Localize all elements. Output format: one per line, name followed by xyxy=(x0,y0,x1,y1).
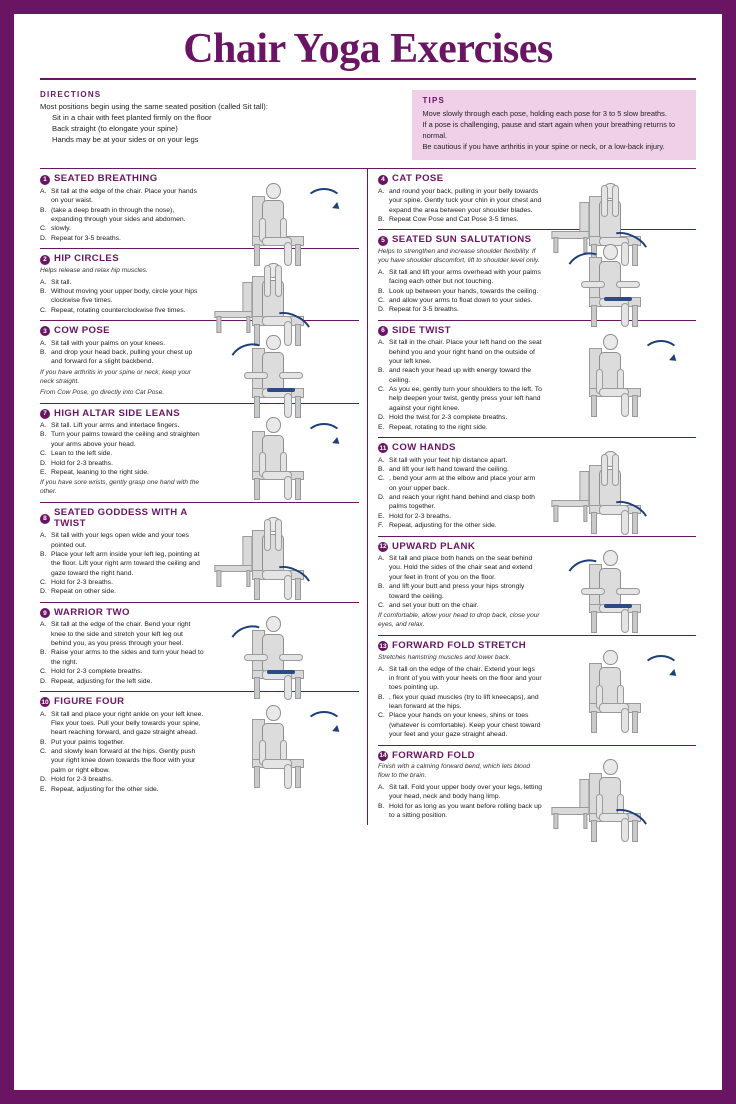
exercise-card xyxy=(40,603,359,692)
step-label: C. xyxy=(378,296,385,304)
step-label: D. xyxy=(40,234,47,242)
step-label: A. xyxy=(378,456,385,464)
step-text: Hold the twist for 2-3 complete breaths. xyxy=(389,414,508,422)
exercise-text xyxy=(40,608,209,686)
step-label: A. xyxy=(40,621,47,629)
chair-illustration xyxy=(550,779,591,828)
exercise-step xyxy=(378,493,542,512)
exercise-step xyxy=(40,430,205,449)
exercise-text xyxy=(40,174,209,243)
step-label: E. xyxy=(40,468,47,476)
step-label: C. xyxy=(40,306,47,314)
directions-bullet: Back straight (to elongate your spine) xyxy=(52,124,178,133)
exercise-illustration xyxy=(546,235,696,314)
step-text: Repeat for 3-5 breaths. xyxy=(51,234,121,242)
step-label: C. xyxy=(378,601,385,609)
exercise-step xyxy=(378,423,542,432)
exercise-step xyxy=(40,234,205,243)
exercise-heading xyxy=(40,409,205,420)
exercise-illustration xyxy=(546,443,696,531)
step-label: B. xyxy=(40,550,47,558)
exercise-step xyxy=(378,338,542,366)
step-text: Without moving your upper body, circle your hips clockwise five times. xyxy=(51,288,198,305)
exercise-number-badge: 10 xyxy=(41,698,49,706)
step-text: , bend your arm at the elbow and place your arm on your upper back. xyxy=(389,475,536,492)
step-label: C. xyxy=(378,475,385,483)
exercise-name: WARRIOR TWO xyxy=(54,606,130,618)
step-text: Repeat, rotating counterclockwise five times. xyxy=(51,306,186,314)
exercise-step xyxy=(40,339,205,348)
step-label: B. xyxy=(378,693,385,701)
tip-line: Move slowly through each pose, holding each pose for 3 to 5 slow breaths. xyxy=(422,109,667,118)
exercise-number-badge: 11 xyxy=(379,444,387,452)
step-label: A. xyxy=(40,278,47,286)
step-label: C. xyxy=(40,668,47,676)
step-label: A. xyxy=(378,268,385,276)
resistance-band xyxy=(267,388,295,392)
step-text: Repeat, leaning to the right side. xyxy=(51,468,149,476)
step-label: B. xyxy=(378,216,385,224)
exercise-heading xyxy=(40,326,205,337)
exercise-heading xyxy=(378,443,542,454)
exercise-heading xyxy=(40,697,205,708)
title-divider xyxy=(40,78,696,80)
step-label: B. xyxy=(40,288,47,296)
exercise-heading xyxy=(378,751,542,762)
step-text: Sit tall with your palms on your knees. xyxy=(51,339,166,347)
step-label: C. xyxy=(40,748,47,756)
exercise-text xyxy=(378,326,546,432)
right-column xyxy=(368,169,696,825)
exercise-name: SEATED SUN SALUTATIONS xyxy=(392,234,532,246)
exercise-heading xyxy=(378,542,542,553)
exercise-step xyxy=(40,550,205,578)
exercise-step xyxy=(40,278,205,287)
step-label: B. xyxy=(378,802,385,810)
step-label: B. xyxy=(40,431,47,439)
exercise-number-badge: 1 xyxy=(40,175,50,185)
step-label: A. xyxy=(378,555,385,563)
step-text: Hold for 2-3 breaths. xyxy=(389,512,451,520)
step-text: Sit tall and lift your arms overhead with your palms facing each other but not touching. xyxy=(389,268,541,286)
step-label: D. xyxy=(378,494,385,502)
step-text: and lift your butt and press your hips strongly toward the ceiling. xyxy=(389,583,525,600)
exercise-name: FORWARD FOLD STRETCH xyxy=(392,640,527,652)
step-label: D. xyxy=(40,459,47,467)
exercise-step xyxy=(378,665,542,693)
step-text: Repeat for 3-5 breaths. xyxy=(389,306,459,314)
step-text: Sit tall at the edge of the chair. Place your hands on your waist. xyxy=(51,187,197,205)
exercise-number-badge: 13 xyxy=(379,642,387,650)
step-label: A. xyxy=(40,339,47,347)
step-text: and allow your arms to float down to your sides. xyxy=(389,296,533,304)
exercise-step xyxy=(378,456,542,465)
step-text: and set your butt on the chair. xyxy=(389,601,479,609)
exercise-name: HIGH ALTAR SIDE LEANS xyxy=(54,407,181,419)
step-text: Turn your palms toward the ceiling and straighten your arms above your head. xyxy=(51,431,200,448)
exercise-step xyxy=(378,512,542,521)
exercise-step xyxy=(40,348,205,367)
step-label: D. xyxy=(40,776,47,784)
exercise-name: SEATED BREATHING xyxy=(54,173,158,185)
exercise-step xyxy=(378,711,542,739)
step-text: (take a deep breath in through the nose), expanding through your sides and abdomen. xyxy=(51,206,186,224)
step-label: A. xyxy=(378,339,385,347)
resistance-band xyxy=(267,670,295,674)
exercise-card xyxy=(378,537,696,637)
exercise-tail-note: If you have arthritis in your spine or neck, keep your neck straight. xyxy=(40,368,191,385)
step-label: B. xyxy=(378,465,385,473)
step-text: As you ee, gently turn your shoulders to the left. To help deepen your twist, gently press your left hand against your right knee. xyxy=(389,386,542,412)
directions-bullet: Hands may be at your sides or on your legs xyxy=(52,135,199,144)
exercise-step xyxy=(378,385,542,413)
step-label: A. xyxy=(378,187,385,195)
exercise-step xyxy=(378,474,542,493)
step-label: D. xyxy=(40,588,47,596)
exercise-step xyxy=(40,775,205,784)
exercise-step xyxy=(40,620,205,648)
step-text: and lift your left hand toward the ceiling. xyxy=(389,465,509,473)
step-text: Raise your arms to the sides and turn your head to the right. xyxy=(51,649,204,666)
exercise-step xyxy=(40,587,205,596)
directions-bullet: Sit in a chair with feet planted firmly on the floor xyxy=(52,113,212,122)
exercise-step xyxy=(378,366,542,385)
step-label: B. xyxy=(40,738,47,746)
step-text: Sit tall. xyxy=(51,278,72,286)
step-label: A. xyxy=(378,665,385,673)
exercise-text xyxy=(40,697,209,794)
step-text: Sit tall on the edge of the chair. Extend your legs in front of you with your heels on the floor and your toes pointing up. xyxy=(389,665,542,692)
exercise-step xyxy=(40,710,205,738)
exercise-step xyxy=(40,738,205,747)
exercise-name: CAT POSE xyxy=(392,173,444,185)
exercise-name: FORWARD FOLD xyxy=(392,749,475,761)
step-label: E. xyxy=(378,512,385,520)
step-label: F. xyxy=(378,522,384,530)
exercise-heading xyxy=(40,254,205,265)
exercise-text xyxy=(40,326,209,397)
exercise-name: COW HANDS xyxy=(392,441,456,453)
step-text: Repeat, adjusting for the other side. xyxy=(51,785,159,793)
exercise-card xyxy=(378,230,696,320)
step-text: , flex your quad muscles (try to lift kneecaps), and lean forward at the hips. xyxy=(389,693,539,711)
resistance-band xyxy=(604,297,632,301)
step-label: E. xyxy=(40,785,47,793)
step-text: Repeat Cow Pose and Cat Pose 3-5 times. xyxy=(389,216,519,224)
exercise-text xyxy=(378,174,546,224)
exercise-illustration xyxy=(209,697,359,794)
exercise-heading xyxy=(40,608,205,619)
exercise-heading xyxy=(40,508,205,529)
exercise-note: Helps to strengthen and increase shoulder flexibility. If you have shoulder discomfort, lift to shoulder level only. xyxy=(378,248,540,264)
exercise-step xyxy=(40,531,205,550)
step-label: B. xyxy=(40,349,47,357)
exercise-note: Helps release and relax hip muscles. xyxy=(40,266,148,274)
tips-label: TIPS xyxy=(422,96,446,105)
exercise-step xyxy=(378,187,542,215)
step-text: Sit tall. Fold your upper body over your legs, letting your head, neck and body hang limp. xyxy=(389,783,543,801)
chair-illustration xyxy=(550,471,591,520)
exercise-columns xyxy=(40,168,696,825)
exercise-illustration xyxy=(209,254,359,315)
step-text: Sit tall and place your right ankle on your left knee. Flex your toes. Pull your belly towards your spine, heart reaching forward, and gaze straight ahead. xyxy=(51,710,204,737)
exercise-illustration xyxy=(546,641,696,739)
step-label: D. xyxy=(378,306,385,314)
step-text: slowly. xyxy=(51,225,71,233)
exercise-step xyxy=(378,601,542,610)
exercise-step xyxy=(40,224,205,233)
directions-intro: Most positions begin using the same seated position (called Sit tall): xyxy=(40,102,268,111)
step-text: and slowly lean forward at the hips. Gently push your right knee down towards the floor with your palm or right elbow. xyxy=(51,748,196,774)
step-label: A. xyxy=(378,783,385,791)
exercise-text xyxy=(378,443,546,531)
exercise-step xyxy=(378,521,542,530)
exercise-illustration xyxy=(209,326,359,397)
exercise-step xyxy=(40,306,205,315)
step-text: Hold for 2-3 breaths. xyxy=(51,776,113,784)
exercise-tail-note: If you have sore wrists, gently grasp one hand with the other. xyxy=(40,479,200,496)
step-text: Sit tall and place both hands on the seat behind you. Hold the sides of the chair seat and extend your feet in front of you on the floor. xyxy=(389,555,533,581)
step-label: C. xyxy=(378,386,385,394)
exercise-step xyxy=(378,413,542,422)
exercise-text xyxy=(378,542,546,631)
exercise-step xyxy=(40,677,205,686)
exercise-card xyxy=(378,438,696,537)
exercise-card xyxy=(40,249,359,321)
step-label: B. xyxy=(40,206,47,214)
step-label: A. xyxy=(40,710,47,718)
exercise-name: HIP CIRCLES xyxy=(54,253,119,265)
step-label: C. xyxy=(40,579,47,587)
exercise-heading xyxy=(378,641,542,652)
step-label: B. xyxy=(378,583,385,591)
step-text: Hold for 2-3 breaths. xyxy=(51,459,113,467)
step-label: C. xyxy=(40,225,47,233)
directions-block xyxy=(40,90,400,145)
exercise-illustration xyxy=(546,326,696,432)
exercise-illustration xyxy=(209,508,359,597)
exercise-text xyxy=(378,235,546,314)
exercise-card xyxy=(378,169,696,230)
exercise-step xyxy=(40,421,205,430)
step-text: Look up between your hands, towards the ceiling. xyxy=(389,287,539,295)
exercise-number-badge: 3 xyxy=(40,326,50,336)
intro-band xyxy=(40,90,696,160)
exercise-text xyxy=(378,641,546,739)
exercise-step xyxy=(40,187,205,206)
exercise-illustration xyxy=(546,174,696,224)
exercise-heading xyxy=(378,326,542,337)
directions-label: DIRECTIONS xyxy=(40,90,102,99)
step-label: C. xyxy=(40,450,47,458)
exercise-heading xyxy=(378,174,542,185)
step-label: B. xyxy=(378,367,385,375)
exercise-step xyxy=(40,785,205,794)
step-text: Place your left arm inside your left leg, pointing at the floor. Lift your right arm toward the ceiling and gaze toward the right hand. xyxy=(51,550,200,577)
exercise-illustration xyxy=(209,409,359,498)
exercise-step xyxy=(40,747,205,775)
tip-line: If a pose is challenging, pause and start again when your breathing returns to normal. xyxy=(422,120,676,141)
poster xyxy=(14,14,722,1090)
step-label: B. xyxy=(40,649,47,657)
step-text: Sit tall with your feet hip distance apart. xyxy=(389,456,508,464)
step-text: Hold for 2-3 complete breaths. xyxy=(51,668,143,676)
step-text: Sit tall in the chair. Place your left hand on the seat behind you and your right hand on the outside of your left knee. xyxy=(389,339,542,365)
exercise-number-badge: 9 xyxy=(40,608,50,618)
exercise-step xyxy=(40,468,205,477)
step-label: C. xyxy=(378,712,385,720)
exercise-heading xyxy=(378,235,542,246)
exercise-step xyxy=(378,215,542,224)
exercise-number-badge: 7 xyxy=(40,409,50,419)
exercise-card xyxy=(40,503,359,603)
exercise-step xyxy=(378,693,542,712)
step-label: A. xyxy=(40,187,47,195)
resistance-band xyxy=(604,604,632,608)
exercise-number-badge: 2 xyxy=(40,255,50,265)
exercise-number-badge: 12 xyxy=(379,543,387,551)
step-text: Put your palms together. xyxy=(51,738,125,746)
exercise-heading xyxy=(40,174,205,185)
step-label: D. xyxy=(40,677,47,685)
exercise-number-badge: 4 xyxy=(378,175,388,185)
step-label: A. xyxy=(40,532,47,540)
step-text: Sit tall with your legs open wide and your toes pointed out. xyxy=(51,532,189,549)
exercise-step xyxy=(378,305,542,314)
step-text: and reach your right hand behind and clasp both palms together. xyxy=(389,494,535,511)
step-label: A. xyxy=(40,422,47,430)
exercise-card xyxy=(40,692,359,799)
chair-illustration xyxy=(213,282,254,331)
exercise-step xyxy=(40,459,205,468)
exercise-illustration xyxy=(209,174,359,243)
exercise-name: SEATED GODDESS WITH A TWIST xyxy=(54,507,188,529)
step-text: Sit tall at the edge of the chair. Bend your right knee to the side and stretch your left leg out behind you, as you press through your heel. xyxy=(51,621,191,648)
exercise-step xyxy=(40,206,205,225)
exercise-step xyxy=(378,287,542,296)
exercise-step xyxy=(378,268,542,287)
page-title: Chair Yoga Exercises xyxy=(183,26,553,72)
step-text: Place your hands on your knees, shins or toes (whatever is comfortable). Keep your chest toward your feet and your gaze straight ahead. xyxy=(389,712,541,739)
step-text: Lean to the left side. xyxy=(51,450,113,458)
exercise-number-badge: 8 xyxy=(40,514,50,524)
exercise-text xyxy=(40,409,209,498)
exercise-step xyxy=(378,582,542,601)
exercise-card xyxy=(378,321,696,438)
step-text: and drop your head back, pulling your chest up and forward for a slight backbend. xyxy=(51,349,193,366)
step-text: Hold for as long as you want before rolling back up to a sitting position. xyxy=(389,802,542,819)
step-label: B. xyxy=(378,287,385,295)
step-text: Sit tall. Lift your arms and interlace fingers. xyxy=(51,422,180,430)
exercise-step xyxy=(40,578,205,587)
exercise-step xyxy=(378,783,542,802)
step-label: D. xyxy=(378,414,385,422)
exercise-illustration xyxy=(546,542,696,631)
tip-line: Be cautious if you have arthritis in your spine or neck, or a low-back injury. xyxy=(422,142,665,152)
exercise-card xyxy=(378,636,696,745)
exercise-text xyxy=(378,751,546,821)
exercise-number-badge: 5 xyxy=(378,236,388,246)
chair-illustration xyxy=(213,536,254,585)
exercise-number-badge: 14 xyxy=(379,752,387,760)
step-text: Repeat, adjusting for the left side. xyxy=(51,677,153,685)
exercise-note: Stretches hamstring muscles and lower back. xyxy=(378,653,511,661)
exercise-text xyxy=(40,508,209,597)
exercise-card xyxy=(40,404,359,504)
exercise-step xyxy=(40,449,205,458)
exercise-step xyxy=(40,648,205,667)
exercise-number-badge: 6 xyxy=(378,326,388,336)
step-text: Repeat on other side. xyxy=(51,588,116,596)
exercise-step xyxy=(378,802,542,821)
exercise-card xyxy=(40,169,359,249)
exercise-card xyxy=(378,746,696,826)
step-text: Repeat, rotating to the right side. xyxy=(389,423,488,431)
step-text: Repeat, adjusting for the other side. xyxy=(389,522,497,530)
exercise-name: SIDE TWIST xyxy=(392,324,451,336)
exercise-step xyxy=(378,296,542,305)
step-text: and reach your head up with energy toward the ceiling. xyxy=(389,367,532,384)
left-column xyxy=(40,169,368,825)
exercise-step xyxy=(378,465,542,474)
exercise-step xyxy=(378,554,542,582)
tips-block xyxy=(412,90,696,160)
exercise-tail-note: From Cow Pose, go directly into Cat Pose. xyxy=(40,388,165,396)
step-text: Hold for 2-3 breaths. xyxy=(51,579,113,587)
exercise-step xyxy=(40,287,205,306)
exercise-tail-note: If comfortable, allow your head to drop back, close your eyes, and relax. xyxy=(378,612,540,629)
exercise-note: Finish with a calming forward bend, which lets blood flow to the brain. xyxy=(378,763,531,779)
exercise-name: COW POSE xyxy=(54,325,110,337)
exercise-name: FIGURE FOUR xyxy=(54,695,125,707)
step-text: and round your back, pulling in your belly towards your spine. Gently tuck your chin in your chest and expand the area between your shoulder blades. xyxy=(389,187,542,214)
exercise-illustration xyxy=(546,751,696,821)
step-label: E. xyxy=(378,423,385,431)
exercise-name: UPWARD PLANK xyxy=(392,540,476,552)
exercise-text xyxy=(40,254,209,315)
exercise-step xyxy=(40,667,205,676)
exercise-illustration xyxy=(209,608,359,686)
exercise-card xyxy=(40,321,359,403)
